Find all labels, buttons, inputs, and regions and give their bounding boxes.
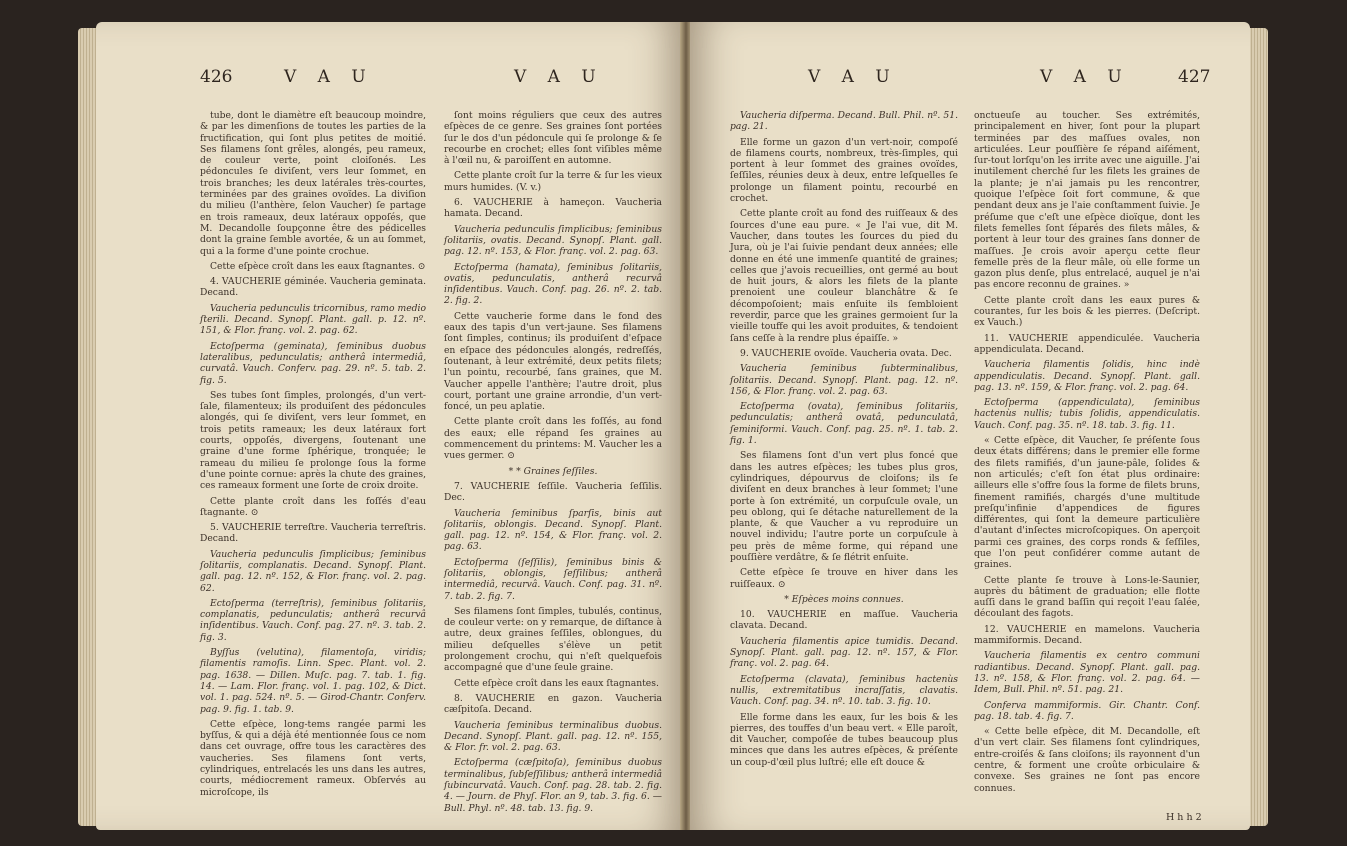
signature-mark: H h h 2 [1166, 812, 1202, 823]
species-heading: 5. VAUCHERIE terreſtre. Vaucheria terreſtris. Decand. [200, 522, 426, 545]
paragraph: ſont moins réguliers que ceux des autres eſpèces de ce genre. Ses graines ſont portées ſur le dos d'un pédoncule qui ſe prolonge & ſe recourbe en crochet; elles ſont viſibles même à l'œil nu, & paroiſſent en automne. [444, 110, 662, 167]
paragraph: Cette plante ſe trouve à Lons-le-Saunier, auprès du bâtiment de graduation; elle flotte auſſi dans le grand baſſin qui reçoit l'eau ſalée, découlant des fagots. [974, 574, 1200, 620]
paragraph: Ectoſperma (clavata), ſeminibus hactenùs nullis, extremitatibus incraſſatis, clavatis. Vauch. Conf. pag. 34. nº. 10. tab. 3. fig. 10. [730, 673, 958, 708]
text-column-1 [200, 110, 426, 802]
paragraph: Elle forme dans les eaux, ſur les bois & les pierres, des touffes d'un beau vert. « Elle paroît, dit Vaucher, compoſée de tubes beaucoup plus minces que dans les autres eſpèces, & préſente un coup-d'œil plus luſtré; elle eſt douce & [730, 711, 958, 768]
paragraph: Ses tubes ſont ſimples, prolongés, d'un vert-ſale, filamenteux; ils produiſent des pédoncules alongés, qui ſe diviſent, vers leur ſommet, en trois petits rameaux; les deux latéraux fort courts, oppoſés, divergens, ſoutenant une graine d'une forme ſphérique, tronquée; le rameau du milieu ſe prolonge ſous la forme d'une pointe cornue: après la chute des graines, ces rameaux forment une ſorte de croix droite. [200, 389, 426, 492]
text-column-1 [730, 110, 958, 772]
running-head-left: V A U [284, 67, 374, 87]
right-page [690, 22, 1250, 830]
paragraph: Ses filamens ſont d'un vert plus foncé que dans les autres eſpèces; les tubes plus gros, cylindriques, dépourvus de cloiſons; ils ſe diviſent en deux branches à leur ſommet; l'une porte à ſon extrémité, un corpuſcule ovale, un peu oblong, qui ſe détache naturellement de la plante, & que Vaucher a vu reproduire un nouvel individu; l'autre porte un corpuſcule à peu près de même forme, qui répand une pouſſière verdâtre, & ſe flétrit enſuite. [730, 450, 958, 563]
page-edges-left [78, 28, 98, 826]
text-column-2 [444, 110, 662, 818]
running-head-right: V A U [1040, 67, 1130, 87]
paragraph: Cette vaucherie forme dans le fond des eaux des tapis d'un vert-jaune. Ses filamens ſont ſimples, continus; ils produiſent d'eſpace en eſpace des pédoncules alongés, redreſſés, ſoutenant, à leur extrémité, deux petits filets; l'un pointu, recourbé, ſans graines, que M. Vaucher appelle l'anthère; l'autre droit, plus court, portant une graine arrondie, d'un vert-foncé, un peu aplatie. [444, 310, 662, 413]
paragraph: Vaucheria ſeminibus ſubterminalibus, ſolitariis. Decand. Synopſ. Plant. pag. 12. nº. 156, & Flor. franç. vol. 2. pag. 63. [730, 363, 958, 397]
paragraph: Cette plante croît au fond des ruiſſeaux & des ſources d'une eau pure. « Je l'ai vue, dit M. Vaucher, dans toutes les ſources du pied du Jura, où je l'ai ſuivie pendant deux années; elle donne en été une immenſe quantité de graines; celles que j'avois recueillies, ont germé au bout de huit jours, & alors les filets de la plante prenoient une couleur blanchâtre & ſe décompoſoient; mais enſuite ils ſembloient reverdir, parce que les graines germoient ſur la vieille touffe qui les avoit produites, & tendoient ſans ceſſe à la rendre plus épaiſſe. » [730, 208, 958, 344]
paragraph: Conferva mammiformis. Gir. Chantr. Conf. pag. 18. tab. 4. fig. 7. [974, 699, 1200, 722]
section-heading: * * Graines ſeſſiles. [508, 465, 598, 477]
paragraph: « Cette belle eſpèce, dit M. Decandolle, eſt d'un vert clair. Ses filamens ſont cylindriques, entre-croiſés & ſans cloiſons; ils rayonnent d'un centre, & forment une croûte orbiculaire & convexe. Ses graines ne ſont pas encore connues. [974, 726, 1200, 794]
page-number: 426 [200, 67, 233, 87]
paragraph: Vaucheria ſeminibus terminalibus duobus. Decand. Synopſ. Plant. gall. pag. 12. nº. 155, & Flor. fr. vol. 2. pag. 63. [444, 719, 662, 754]
paragraph: Elle forme un gazon d'un vert-noir, compoſé de filamens courts, nombreux, très-ſimples, qui portent à leur ſommet des graines ovoïdes, ſeſſiles, réunies deux à deux, entre leſquelles ſe prolonge un filament pointu, recourbé en crochet. [730, 136, 958, 205]
paragraph: Ectoſperma (ovata), ſeminibus ſolitariis, pedunculatis; antherâ ovatâ, pedunculatâ, ſeminiformi. Vauch. Conf. pag. 25. nº. 1. tab. 2. fig. 1. [730, 401, 958, 447]
paragraph: Byſſus (velutina), filamentoſa, viridis; filamentis ramoſis. Linn. Spec. Plant. vol. 2. pag. 1638. — Dillen. Muſc. pag. 7. tab. 1. fig. 14. — Lam. Flor. franç. vol. 1. pag. 102, & Dict. vol. 1. pag. 524. nº. 5. — Girod-Chantr. Conferv. pag. 9. fig. 1. tab. 9. [200, 647, 426, 715]
paragraph: Vaucheria filamentis ſolidis, hinc indè appendiculatis. Decand. Synopſ. Plant. gall. pag. 13. nº. 159, & Flor. franç. vol. 2. pag. 64. [974, 359, 1200, 393]
species-heading: 12. VAUCHERIE en mamelons. Vaucheria mammiformis. Decand. [974, 623, 1200, 647]
paragraph: Vaucheria pedunculis ſimplicibus; ſeminibus ſolitariis, complanatis. Decand. Synopſ. Plant. gall. pag. 12. nº. 152, & Flor. franç. vol. 2. pag. 62. [200, 548, 426, 594]
text-column-2 [974, 110, 1200, 798]
paragraph: Ectoſperma (hamata), ſeminibus ſolitariis, ovatis, pedunculatis, antherâ recurvâ inſidentibus. Vauch. Conf. pag. 26. nº. 2. tab. 2. fig. 2. [444, 261, 662, 307]
running-head-left: V A U [808, 67, 898, 87]
paragraph: Cette eſpèce, long-tems rangée parmi les byſſus, & qui a déjà été mentionnée ſous ce nom dans cet ouvrage, offre tous les caractères des vaucheries. Ses filamens ſont verts, cylindriques, entrelacés les uns dans les autres, courts, médiocrement rameux. Obſervés au microſcope, ils [200, 718, 426, 798]
paragraph: Vaucheria filamentis apice tumidis. Decand. Synopſ. Plant. gall. pag. 12. nº. 157, & Flor. franç. vol. 2. pag. 64. [730, 635, 958, 670]
paragraph: onctueuſe au toucher. Ses extrémités, principalement en hiver, ſont pour la plupart terminées par des maſſues ovales, non articulées. Leur pouſſière ſe répand aiſément, ſur-tout lorſqu'on les irrite avec une aiguille. J'ai inutilement cherché ſur les filets les graines de la plante; je n'ai jamais pu les rencontrer, quoique l'eſpèce ſoit fort commune, & que pendant deux ans je l'aie conſtamment ſuivie. Je préſume que c'eſt une eſpèce dioïque, dont les filets femelles ſont ſéparés des filets mâles, & portent à leur tour des graines ſans donner de maſſues. Je crois avoir aperçu cette fleur femelle près de la fleur mâle, où elle forme un gazon plus denſe, plus entrelacé, auquel je n'ai pas encore reconnu de graines. » [974, 110, 1200, 291]
page-edges-right [1248, 28, 1268, 826]
species-heading: 8. VAUCHERIE en gazon. Vaucheria cæſpitoſa. Decand. [444, 692, 662, 716]
species-heading: 10. VAUCHERIE en maſſue. Vaucheria clavata. Decand. [730, 609, 958, 632]
paragraph: Cette plante croît dans les foſſés, au fond des eaux; elle répand ſes graines au commencement du printems: M. Vaucher les a vues germer. ⊙ [444, 416, 662, 462]
paragraph: Ses filamens ſont ſimples, tubulés, continus, de couleur verte: on y remarque, de diſtance à autre, deux graines ſeſſiles, oblongues, du milieu deſquelles s'élève un petit prolongement crochu, qui n'eſt quelquefois accompagné que d'une ſeule graine. [444, 605, 662, 674]
paragraph: Ectoſperma (ſeſſilis), ſeminibus binis & ſolitariis, oblongis, ſeſſilibus; antherâ intermediâ, recurvâ. Vauch. Conf. pag. 31. nº. 7. tab. 2. fig. 7. [444, 556, 662, 602]
paragraph: Vaucheria filamentis ex centro communi radiantibus. Decand. Synopſ. Plant. gall. pag. 13. nº. 158, & Flor. franç. vol. 2. pag. 64. — Idem, Bull. Phil. nº. 51. pag. 21. [974, 650, 1200, 696]
paragraph: Vaucheria pedunculis tricornibus, ramo medio ſterili. Decand. Synopſ. Plant. gall. p. 12. nº. 151, & Flor. franç. vol. 2. pag. 62. [200, 302, 426, 337]
paragraph: Ectoſperma (terreſtris), ſeminibus ſolitariis, complanatis, pedunculatis; antherâ recurvâ inſidentibus. Vauch. Conf. pag. 27. nº. 3. tab. 2. fig. 3. [200, 597, 426, 643]
paragraph: Cette eſpèce ſe trouve en hiver dans les ruiſſeaux. ⊙ [730, 567, 958, 590]
paragraph: « Cette eſpèce, dit Vaucher, ſe préſente ſous deux états différens; dans le premier elle forme des filets ramifiés, d'un jaune-pâle, ſolides & non articulés; c'eſt ſon état plus ordinaire: ailleurs elle s'offre ſous la forme de filets bruns, finement ramifiés, chargés d'une multitude preſqu'infinie d'appendices de figures différentes, qui ſont la demeure particulière d'autant d'inſectes microſcopiques. On aperçoit parmi ces graines, des corps ronds & ſeſſiles, que l'on peut conſidérer comme autant de graines. [974, 435, 1200, 571]
page-number: 427 [1178, 67, 1211, 87]
paragraph: Cette eſpèce croît dans les eaux ſtagnantes. [454, 677, 659, 689]
paragraph: Ectoſperma (geminata), ſeminibus duobus lateralibus, pedunculatis; antherâ intermediâ, curvatâ. Vauch. Conferv. pag. 29. nº. 5. tab. 2. fig. 5. [200, 340, 426, 386]
paragraph: Ectoſperma (cæſpitoſa), ſeminibus duobus terminalibus, ſubſeſſilibus; antherâ intermediâ ſubincurvatâ. Vauch. Conf. pag. 28. tab. 2. fig. 4. — Journ. de Phyſ. Flor. an 9, tab. 3. fig. 6. — Bull. Phyl. nº. 48. tab. 13. fig. 9. [444, 757, 662, 814]
paragraph: Vaucheria diſperma. Decand. Bull. Phil. nº. 51. pag. 21. [730, 110, 958, 133]
running-head-right: V A U [514, 67, 604, 87]
left-page [96, 22, 682, 830]
species-heading: 7. VAUCHERIE ſeſſile. Vaucheria ſeſſilis. Dec. [444, 480, 662, 504]
section-heading: * Eſpèces moins connues. [784, 593, 904, 605]
species-heading: 11. VAUCHERIE appendiculée. Vaucheria appendiculata. Decand. [974, 332, 1200, 355]
paragraph: Cette plante croît ſur la terre & ſur les vieux murs humides. (V. v.) [444, 170, 662, 193]
paragraph: Cette plante croît dans les eaux pures & courantes, ſur les bois & les pierres. (Deſcript. ex Vauch.) [974, 294, 1200, 329]
species-heading: 6. VAUCHERIE à hameçon. Vaucheria hamata. Decand. [444, 197, 662, 220]
paragraph: Cette plante croît dans les foſſés d'eau ſtagnante. ⊙ [200, 495, 426, 518]
species-heading: 4. VAUCHERIE géminée. Vaucheria geminata. Decand. [200, 276, 426, 299]
species-heading: 9. VAUCHERIE ovoïde. Vaucheria ovata. Dec. [740, 347, 952, 359]
paragraph: Ectoſperma (appendiculata), ſeminibus hactenùs nullis; tubis ſolidis, appendiculatis. Vauch. Conf. pag. 35. nº. 18. tab. 3. fig. 11. [974, 397, 1200, 431]
paragraph: Vaucheria pedunculis ſimplicibus; ſeminibus ſolitariis, ovatis. Decand. Synopſ. Plant. gall. pag. 12. nº. 153, & Flor. franç. vol. 2. pag. 63. [444, 223, 662, 258]
paragraph: Cette eſpèce croît dans les eaux ſtagnantes. ⊙ [210, 260, 426, 272]
paragraph: Vaucheria ſeminibus ſparſis, binis aut ſolitariis, oblongis. Decand. Synopſ. Plant. gall. pag. 12. nº. 154, & Flor. franç. vol. 2. pag. 63. [444, 507, 662, 553]
paragraph: tube, dont le diamètre eſt beaucoup moindre, & par les dimenſions de toutes les parties de la fructification, qui ſont plus petites de moitié. Ses filamens ſont grêles, alongés, peu rameux, de couleur verte, point cloiſonés. Les pédoncules ſe diviſent, vers leur ſommet, en trois branches; les deux latérales très-courtes, terminées par des graines ovoïdes. La diviſion du milieu (l'anthère, ſelon Vaucher) ſe partage en trois rameaux, deux latéraux oppoſés, que M. Decandolle ſoupçonne être des pédicelles dont la graine ſemble avortée, & un au ſommet, qui a la forme d'une pointe crochue. [200, 110, 426, 257]
